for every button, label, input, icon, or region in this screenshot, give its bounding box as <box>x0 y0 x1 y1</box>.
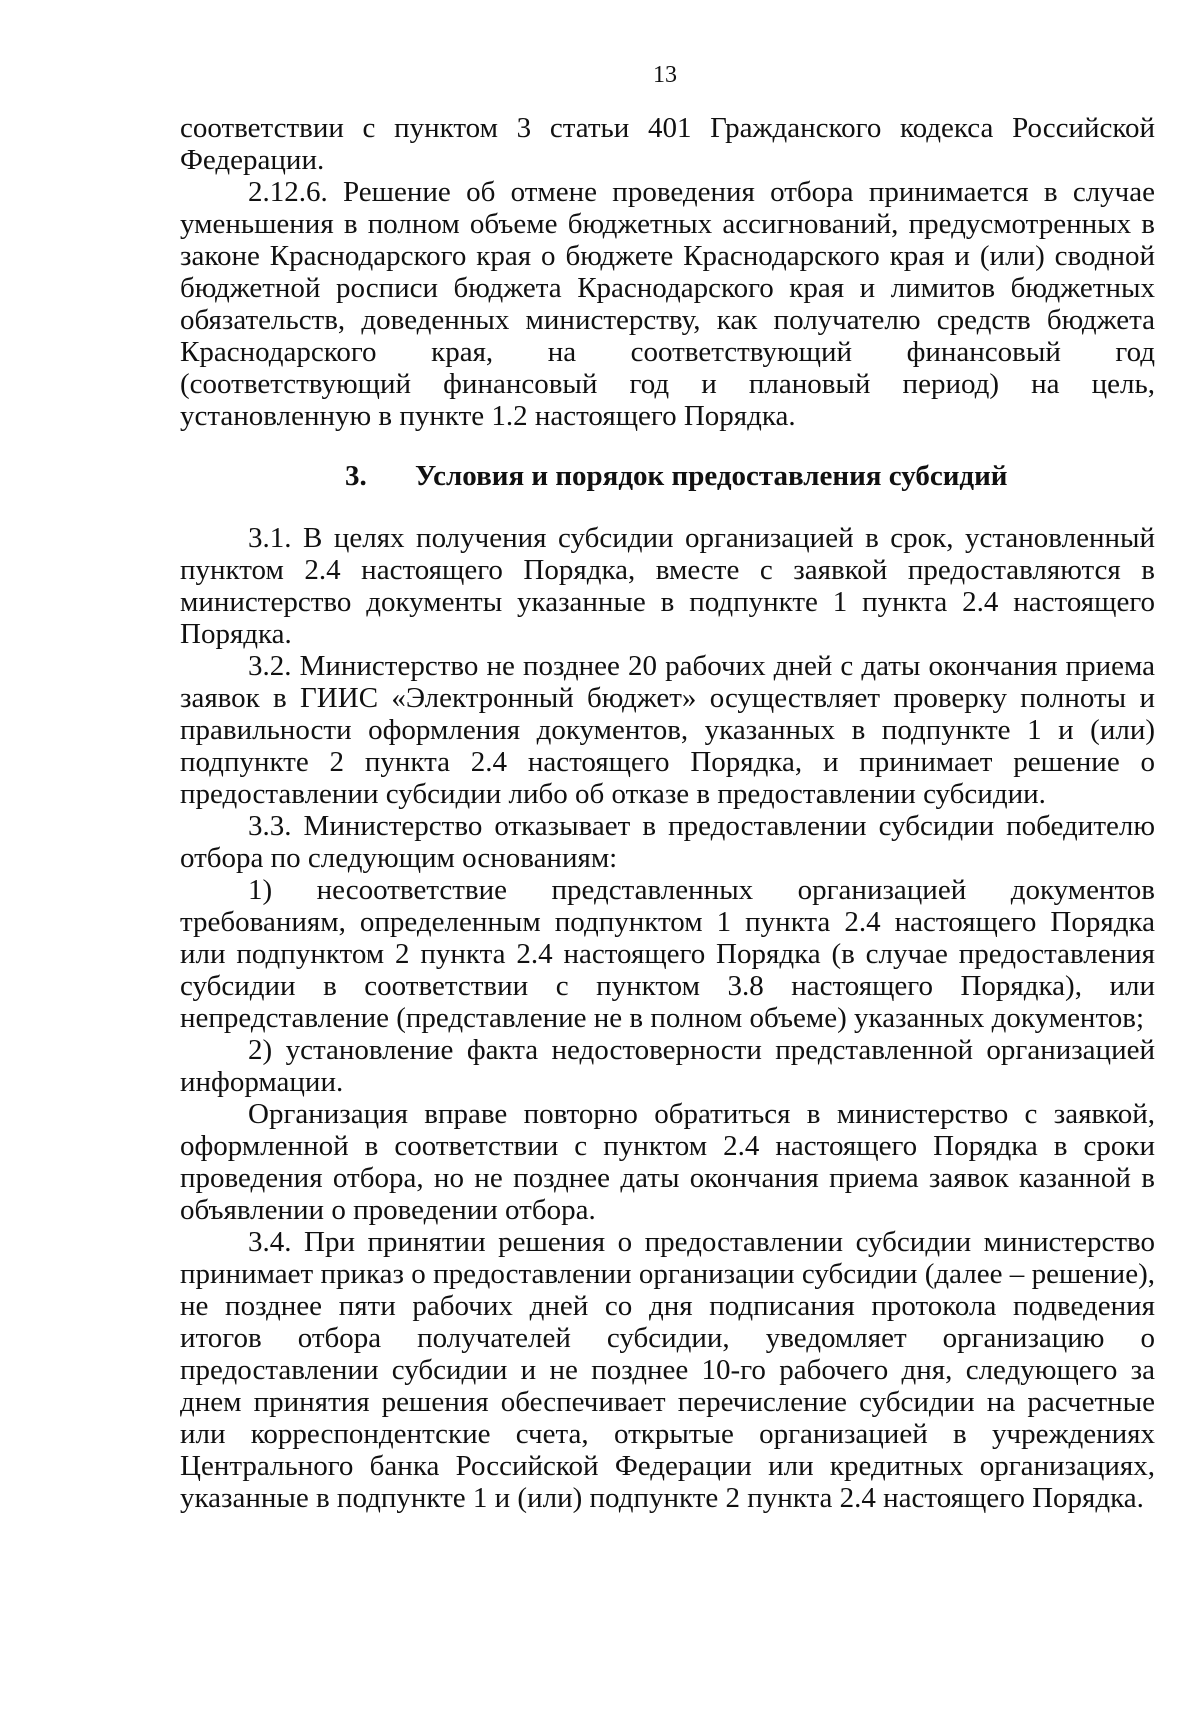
paragraph-continuation: соответствии с пунктом 3 статьи 401 Гражданского кодекса Российской Федерации. <box>180 112 1155 176</box>
document-body <box>180 112 1155 1514</box>
paragraph-3-3: 3.3. Министерство отказывает в предоставлении субсидии победителю отбора по следующим основаниям: <box>180 810 1155 874</box>
paragraph-reapply: Организация вправе повторно обратиться в министерство с заявкой, оформленной в соответствии с пунктом 2.4 настоящего Порядка в сроки проведения отбора, но не позднее даты окончания приема заявок казанной в объявлении о проведении отбора. <box>180 1098 1155 1226</box>
paragraph-2-12-6: 2.12.6. Решение об отмене проведения отбора принимается в случае уменьшения в полном объеме бюджетных ассигнований, предусмотренных в законе Краснодарского края о бюджете Краснодарского края и (или) сводной бюджетной росписи бюджета Краснодарского края и лимитов бюджетных обязательств, доведенных министерству, как получателю средств бюджета Краснодарского края, на соответствующий финансовый год (соответствующий финансовый год и плановый период) на цель, установленную в пункте 1.2 настоящего Порядка. <box>180 176 1155 432</box>
paragraph-3-1: 3.1. В целях получения субсидии организацией в срок, установленный пунктом 2.4 настоящего Порядка, вместе с заявкой предоставляются в министерство документы указанные в подпункте 1 пункта 2.4 настоящего Порядка. <box>180 522 1155 650</box>
section-number: 3. <box>345 460 367 492</box>
paragraph-3-3-item-1: 1) несоответствие представленных организацией документов требованиям, определенным подпунктом 1 пункта 2.4 настоящего Порядка или подпунктом 2 пункта 2.4 настоящего Порядка (в случае предоставления субсидии в соответствии с пунктом 3.8 настоящего Порядка), или непредставление (представление не в полном объеме) указанных документов; <box>180 874 1155 1034</box>
paragraph-3-4: 3.4. При принятии решения о предоставлении субсидии министерство принимает приказ о предоставлении организации субсидии (далее – решение), не позднее пяти рабочих дней со дня подписания протокола подведения итогов отбора получателей субсидии, уведомляет организацию о предоставлении субсидии и не позднее 10-го рабочего дня, следующего за днем принятия решения обеспечивает перечисление субсидии на расчетные или корреспондентские счета, открытые организацией в учреждениях Центрального банка Российской Федерации или кредитных организациях, указанные в подпункте 1 и (или) подпункте 2 пункта 2.4 настоящего Порядка. <box>180 1226 1155 1514</box>
section-heading <box>180 460 1155 492</box>
section-title: Условия и порядок предоставления субсидий <box>415 460 1008 492</box>
paragraph-3-2: 3.2. Министерство не позднее 20 рабочих дней с даты окончания приема заявок в ГИИС «Электронный бюджет» осуществляет проверку полноты и правильности оформления документов, указанных в подпункте 1 и (или) подпункте 2 пункта 2.4 настоящего Порядка, и принимает решение о предоставлении субсидии либо об отказе в предоставлении субсидии. <box>180 650 1155 810</box>
page-number: 13 <box>653 62 677 88</box>
paragraph-3-3-item-2: 2) установление факта недостоверности представленной организацией информации. <box>180 1034 1155 1098</box>
